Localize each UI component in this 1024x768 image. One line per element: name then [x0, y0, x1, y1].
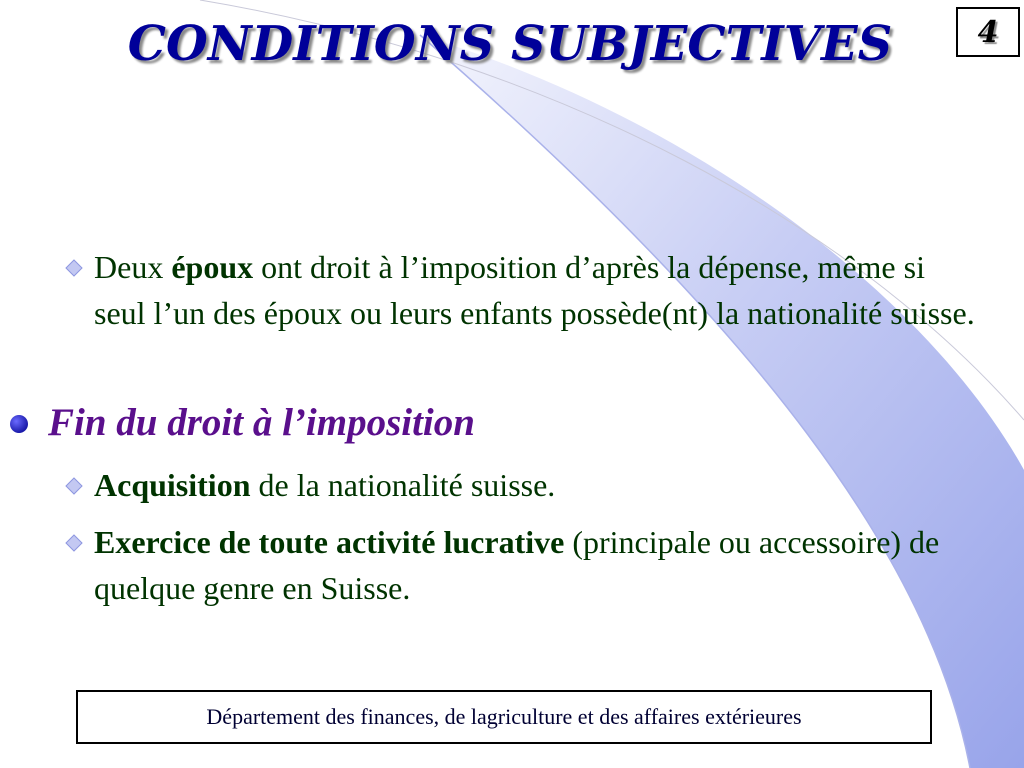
- heading-end-of-right: [10, 396, 990, 450]
- bullet-acquisition: [64, 462, 984, 508]
- diamond-bullet-icon: [64, 533, 84, 553]
- slide-title: CONDITIONS SUBJECTIVES: [127, 16, 893, 72]
- diamond-bullet-icon: [64, 258, 84, 278]
- heading-text: Fin du droit à l’imposition: [48, 401, 475, 444]
- footer-department: Département des finances, de lagriculture et des affaires extérieures: [76, 690, 932, 744]
- diamond-bullet-icon: [64, 476, 84, 496]
- round-bullet-icon: [10, 415, 28, 433]
- bullet-text: Acquisition de la nationalité suisse.: [94, 467, 556, 503]
- slide-number: 4: [956, 7, 1020, 57]
- bullet-activity: [64, 519, 984, 611]
- bullet-spouses: [64, 244, 984, 336]
- bullet-text: Exercice de toute activité lucrative (principale ou accessoire) de quelque genre en Suisse.: [94, 524, 940, 606]
- bullet-text: Deux époux ont droit à l’imposition d’après la dépense, même si seul l’un des époux ou leurs enfants possède(nt) la nationalité suisse.: [94, 249, 975, 331]
